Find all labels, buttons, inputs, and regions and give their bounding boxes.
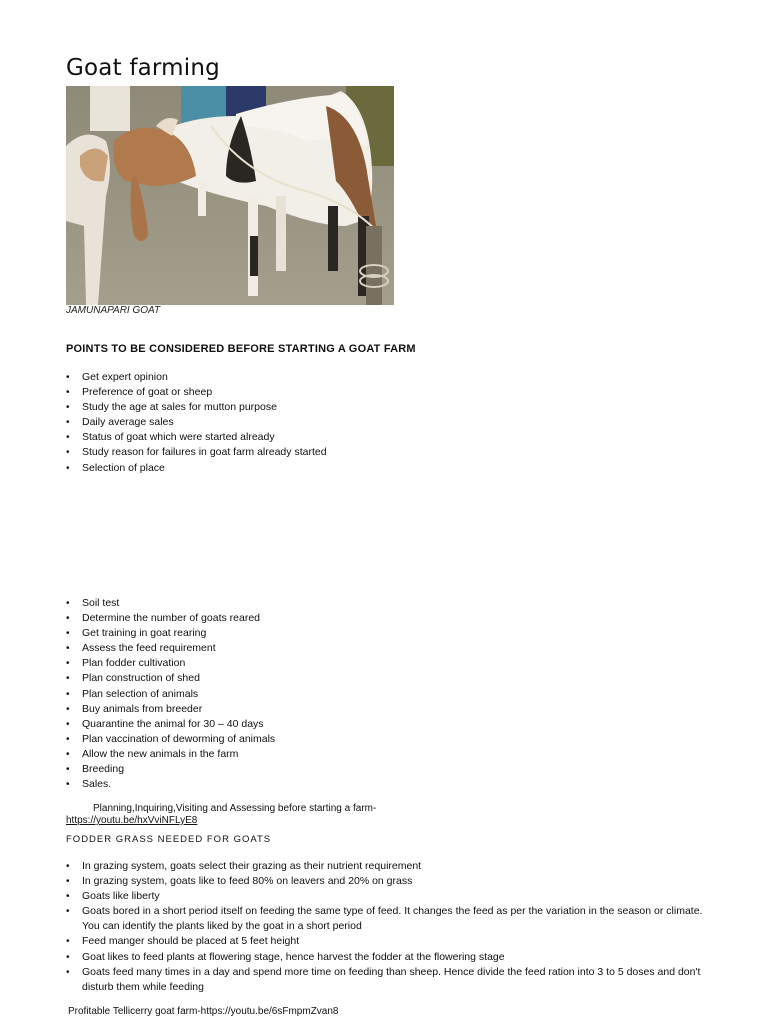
list-item: • Feed manger should be placed at 5 feet height [66,934,706,949]
list-item: • Plan fodder cultivation [66,656,666,671]
section-heading-points: POINTS TO BE CONSIDERED BEFORE STARTING A GOAT FARM [66,343,416,355]
section-heading-fodder: FODDER GRASS NEEDED FOR GOATS [66,834,272,845]
list-item: • Plan vaccination of deworming of animals [66,732,666,747]
points-list-b [66,596,666,792]
list-item: • Daily average sales [66,415,666,430]
tellicherry-video-link[interactable]: Profitable Tellicerry goat farm-https://youtu.be/6sFmpmZvan8 [68,1006,339,1017]
list-item: • Breeding [66,762,666,777]
list-item: • Soil test [66,596,666,611]
list-item: • Quarantine the animal for 30 – 40 days [66,717,666,732]
list-item: • Study reason for failures in goat farm already started [66,445,666,460]
photo-caption: JAMUNAPARI GOAT [66,305,161,316]
planning-video-link[interactable]: https://youtu.be/hxVviNFLyE8 [66,815,198,826]
list-item: • Selection of place [66,461,666,476]
list-item: • Goat likes to feed plants at flowering stage, hence harvest the fodder at the flowering stage [66,950,706,965]
list-item: • Sales. [66,777,666,792]
list-item: • In grazing system, goats select their grazing as their nutrient requirement [66,859,706,874]
points-list-a [66,370,666,476]
list-item: • Plan construction of shed [66,671,666,686]
list-item: • Goats feed many times in a day and spend more time on feeding than sheep. Hence divide the feed ration into 3 to 5 doses and don't disturb them while feeding [66,965,706,995]
list-item: • Goats like liberty [66,889,706,904]
list-item: • Status of goat which were started already [66,430,666,445]
page-title: Goat farming [66,55,220,81]
list-item: • Plan selection of animals [66,687,666,702]
list-item: • Study the age at sales for mutton purpose [66,400,666,415]
list-item: • Determine the number of goats reared [66,611,666,626]
list-item: • Allow the new animals in the farm [66,747,666,762]
list-item: • Get training in goat rearing [66,626,666,641]
fodder-list [66,859,706,995]
list-item: • In grazing system, goats like to feed 80% on leavers and 20% on grass [66,874,706,889]
list-item: • Assess the feed requirement [66,641,666,656]
list-item: • Buy animals from breeder [66,702,666,717]
list-item: • Goats bored in a short period itself on feeding the same type of feed. It changes the feed as per the variation in the season or climate. You can identify the plants liked by the goat in a short period [66,904,706,934]
planning-link-block [66,803,376,827]
list-item: • Get expert opinion [66,370,666,385]
list-item: • Preference of goat or sheep [66,385,666,400]
planning-link-text: Planning,Inquiring,Visiting and Assessing before starting a farm- [93,803,377,814]
goat-photo [66,86,394,305]
